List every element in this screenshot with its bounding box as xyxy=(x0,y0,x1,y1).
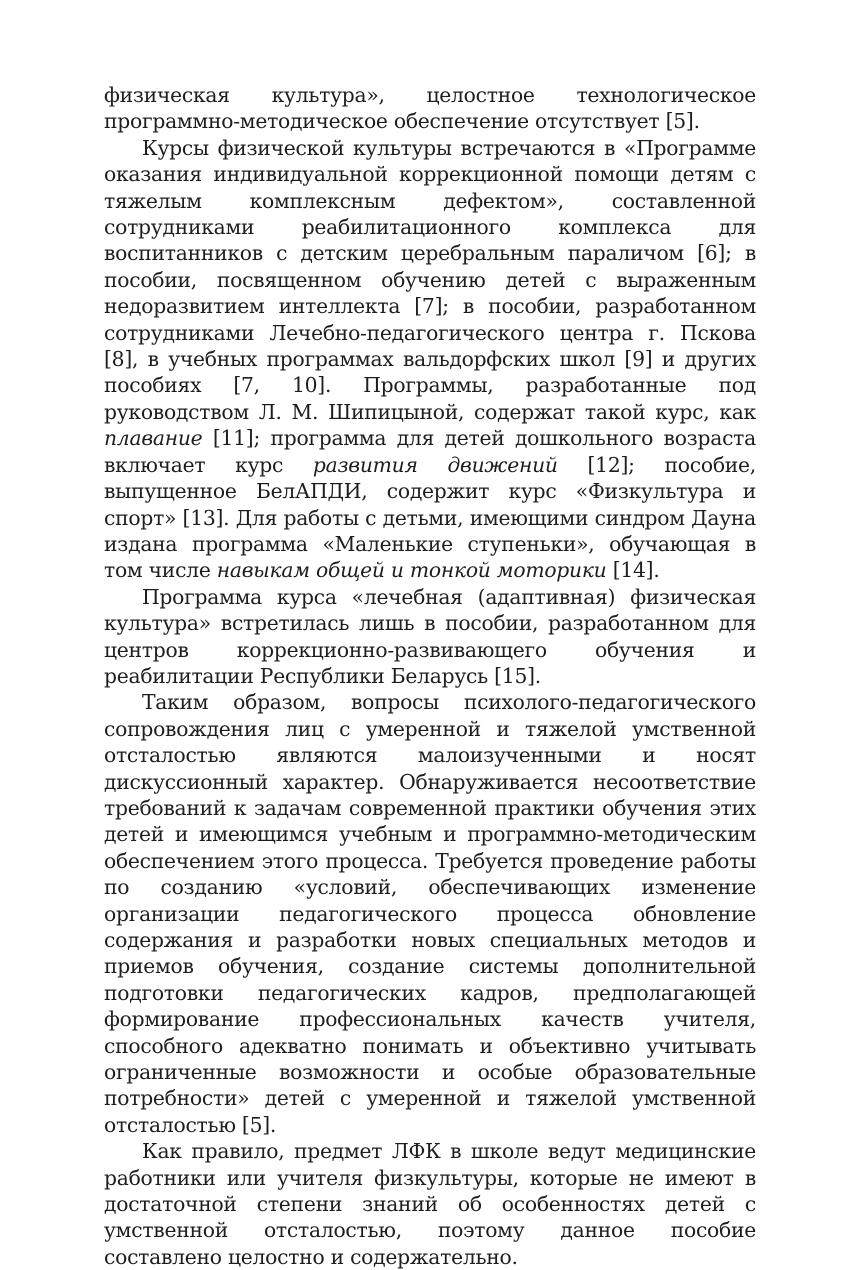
page-body xyxy=(104,82,756,1270)
paragraph-5-text: Как правило, предмет ЛФК в школе ведут медицинские работники или учителя физкультуры, которые не имеют в достаточной степени знаний об особенностях детей с умственной отсталостью, поэтому данное пособие составлено целостно и содержательно. xyxy=(104,1139,756,1269)
paragraph-2-text-d: [14]. xyxy=(606,558,660,583)
paragraph-5 xyxy=(104,1138,756,1270)
paragraph-2-text-a: Курсы физической культуры встречаются в «Программе оказания индивидуальной коррекционной помощи детям с тяжелым комплексным дефектом», составленной сотрудниками реабилитационного комплекса для воспитанников с детским церебральным параличом [6]; в пособии, посвященном обучению детей с выраженным недоразвитием интеллекта [7]; в пособии, разработанном сотрудниками Лечебно-педагогического центра г. Пскова [8], в учебных программах вальдорфских школ [9] и других пособиях [7, 10]. Программы, разработанные под руководством Л. М. Шипицыной, содержат такой курс, как xyxy=(104,135,756,424)
paragraph-2 xyxy=(104,135,756,584)
paragraph-2-italic-motor-skills: навыкам общей и тонкой моторики xyxy=(216,558,607,583)
paragraph-1 xyxy=(104,82,756,135)
paragraph-2-text-c: [12]; пособие, выпущенное БелАПДИ, содержит курс «Физкультура и спорт» [13]. Для работы с детьми, имеющими синдром Дауна издана программа «Маленькие ступеньки», обучающая в том числе xyxy=(104,452,757,583)
paragraph-4 xyxy=(104,689,756,1138)
paragraph-3 xyxy=(104,584,756,690)
paragraph-2-italic-movement: развития движений xyxy=(312,452,558,477)
paragraph-1-text: физическая культура», целостное технологическое программно-методическое обеспечение отсутствует [5]. xyxy=(104,83,756,134)
paragraph-4-text: Таким образом, вопросы психолого-педагогического сопровождения лиц с умеренной и тяжелой умственной отсталостью являются малоизученными и носят дискуссионный характер. Обнаруживается несоответствие требований к задачам современной практики обучения этих детей и имеющимся учебным и программно-методическим обеспечением этого процесса. Требуется проведение работы по созданию «условий, обеспечивающих изменение организации педагогического процесса обновление содержания и разработки новых специальных методов и приемов обучения, создание системы дополнительной подготовки педагогических кадров, предполагающей формирование профессиональных качеств учителя, способного адекватно понимать и объективно учитывать ограниченные возможности и особые образовательные потребности» детей с умеренной и тяжелой умственной отсталостью [5]. xyxy=(104,690,756,1137)
paragraph-2-text-b: [11]; программа для детей дошкольного возраста включает курс xyxy=(104,426,756,477)
paragraph-2-italic-swimming: плавание xyxy=(104,426,203,451)
paragraph-3-text: Программа курса «лечебная (адаптивная) физическая культура» встретилась лишь в пособии, разработанном для центров коррекционно-развивающего обучения и реабилитации Республики Беларусь [15]. xyxy=(104,584,756,688)
